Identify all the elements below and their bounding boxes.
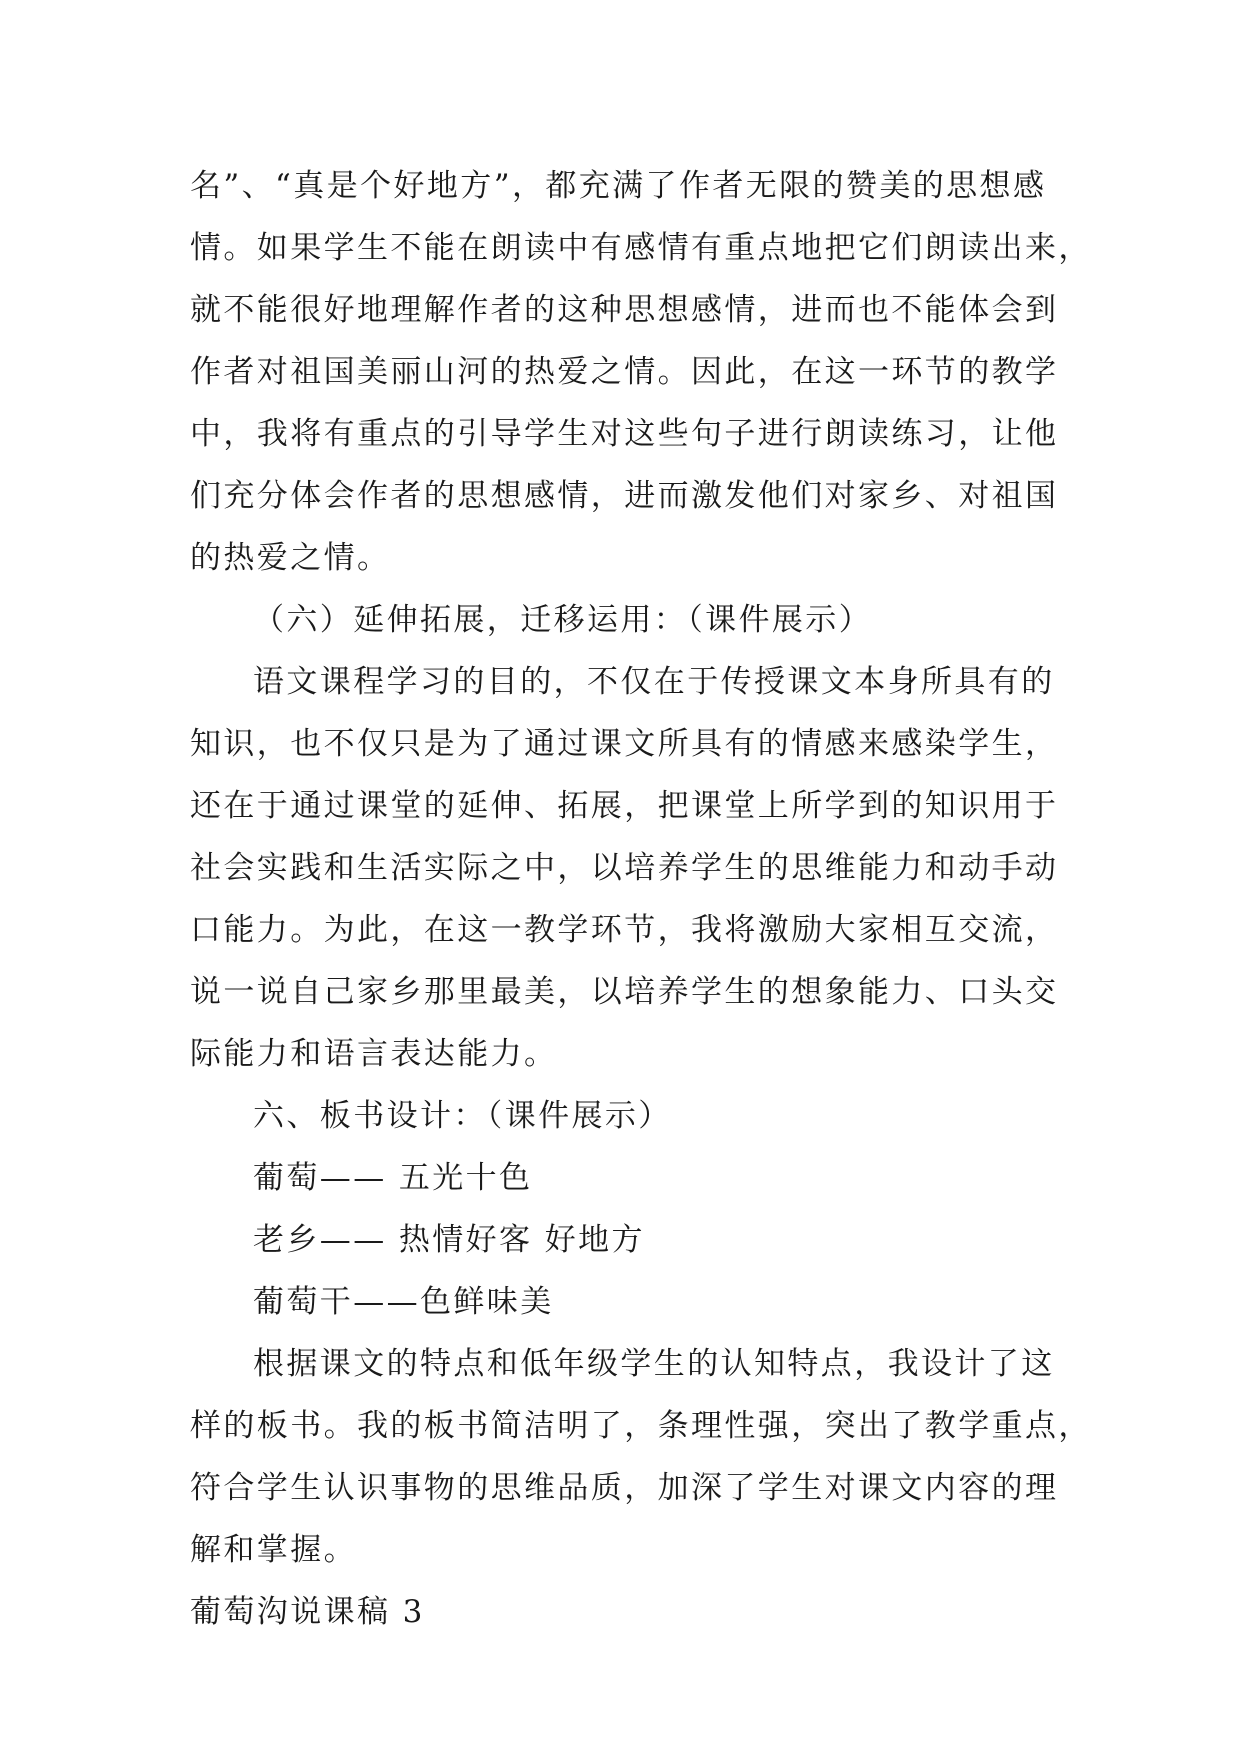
board-line: 葡萄干——色鲜味美 [253, 1284, 554, 1320]
paragraph-line: 作者对祖国美丽山河的热爱之情。因此，在这一环节的教学 [190, 354, 1059, 390]
paragraph-line: 情。如果学生不能在朗读中有感情有重点地把它们朗读出来， [190, 230, 1092, 266]
board-line: 葡萄—— 五光十色 [253, 1160, 533, 1196]
paragraph-line: 社会实践和生活实际之中，以培养学生的思维能力和动手动 [190, 850, 1059, 886]
paragraph-line: 还在于通过课堂的延伸、拓展，把课堂上所学到的知识用于 [190, 788, 1059, 824]
paragraph-line: 中，我将有重点的引导学生对这些句子进行朗读练习，让他 [190, 416, 1059, 452]
paragraph-line: 符合学生认识事物的思维品质，加深了学生对课文内容的理 [190, 1470, 1059, 1506]
paragraph-line: 们充分体会作者的思想感情，进而激发他们对家乡、对祖国 [190, 478, 1059, 514]
board-line: 老乡—— 热情好客 好地方 [253, 1222, 645, 1258]
paragraph-line: 就不能很好地理解作者的这种思想感情，进而也不能体会到 [190, 292, 1059, 328]
paragraph-line: 样的板书。我的板书简洁明了，条理性强，突出了教学重点， [190, 1408, 1092, 1444]
section-heading: （六）延伸拓展，迁移运用：（课件展示） [253, 602, 873, 638]
paragraph-line: 语文课程学习的目的，不仅在于传授课文本身所具有的 [253, 664, 1055, 700]
paragraph-line: 口能力。为此，在这一教学环节，我将激励大家相互交流， [190, 912, 1059, 948]
paragraph-line: 知识，也不仅只是为了通过课文所具有的情感来感染学生， [190, 726, 1059, 762]
paragraph-line: 说一说自己家乡那里最美，以培养学生的想象能力、口头交 [190, 974, 1059, 1010]
paragraph-line: 解和掌握。 [190, 1532, 357, 1568]
document-title: 葡萄沟说课稿 3 [190, 1594, 425, 1630]
paragraph-line: 根据课文的特点和低年级学生的认知特点，我设计了这 [253, 1346, 1055, 1382]
paragraph-line: 际能力和语言表达能力。 [190, 1036, 558, 1072]
paragraph-line: 名”、“真是个好地方”，都充满了作者无限的赞美的思想感 [190, 168, 1047, 204]
section-heading: 六、板书设计：（课件展示） [253, 1098, 672, 1134]
paragraph-line: 的热爱之情。 [190, 540, 391, 576]
